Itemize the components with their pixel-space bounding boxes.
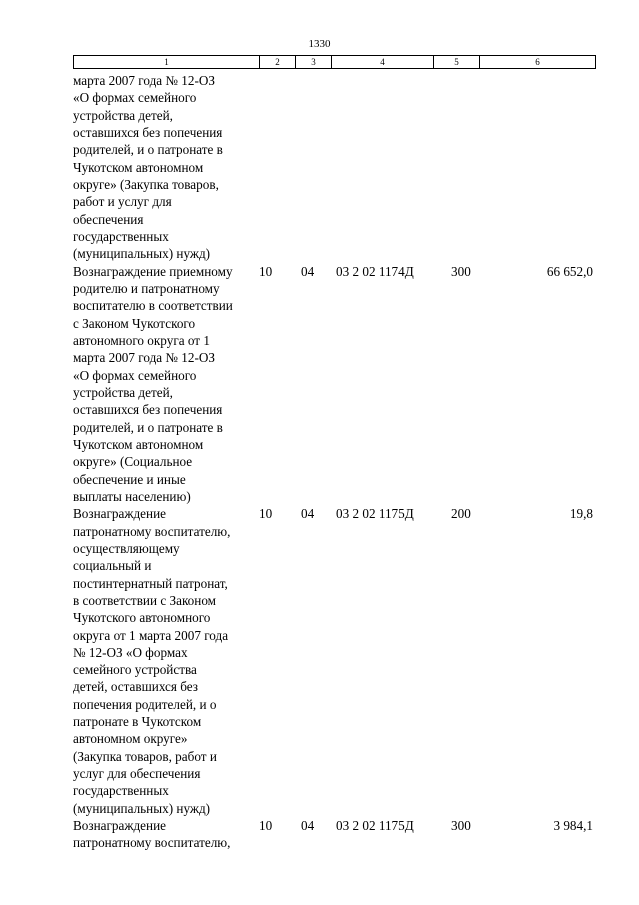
expense-type-code: 300: [451, 818, 471, 834]
table-row: [73, 72, 595, 263]
amount: 66 652,0: [546, 263, 593, 279]
budget-table-body: [73, 72, 595, 852]
table-row: [73, 263, 595, 506]
expense-type-code: 200: [451, 506, 471, 522]
expense-name: Вознаграждение патронатному воспитателю,: [73, 818, 231, 851]
section-code: 10: [259, 818, 273, 834]
expense-name: марта 2007 года № 12-ОЗ «О формах семейного устройства детей, оставшихся без попечения родителей, и о патронате в Чукотском автономном округе» (Закупка товаров, работ и услуг для обеспечения государственных (муниципальных) нужд): [73, 73, 223, 262]
target-article-code: 03 2 02 1174Д: [336, 263, 414, 279]
table-row: [73, 817, 595, 852]
amount: 3 984,1: [553, 818, 593, 834]
section-code: 10: [259, 506, 273, 522]
expense-name: Вознаграждение патронатному воспитателю, осуществляющему социальный и постинтернатный патронат, в соответствии с Законом Чукотского автономного округа от 1 марта 2007 года № 12-ОЗ «О формах семейного устройства детей, оставшихся без попечения родителей, и о патронате в Чукотском автономном округе» (Закупка товаров, работ и услуг для обеспечения государственных (муниципальных) нужд): [73, 506, 231, 816]
amount: 19,8: [569, 506, 593, 522]
target-article-code: 03 2 02 1175Д: [336, 818, 414, 834]
column-number-header: [73, 55, 596, 69]
section-code: 10: [259, 263, 273, 279]
target-article-code: 03 2 02 1175Д: [336, 506, 414, 522]
header-col-3: 3: [296, 56, 332, 69]
header-col-4: 4: [332, 56, 434, 69]
header-col-6: 6: [480, 56, 596, 69]
expense-type-code: 300: [451, 263, 471, 279]
header-col-2: 2: [260, 56, 296, 69]
page-number: 1330: [308, 38, 331, 50]
header-col-5: 5: [434, 56, 480, 69]
header-col-1: 1: [74, 56, 260, 69]
table-row: [73, 505, 595, 817]
subsection-code: 04: [301, 263, 315, 279]
expense-name: Вознаграждение приемному родителю и патронатному воспитателю в соответствии с Законом Чукотского автономного округа от 1 марта 2007 года № 12-ОЗ «О формах семейного устройства детей, оставшихся без попечения родителей, и о патронате в Чукотском автономном округе» (Социальное обеспечение и иные выплаты населению): [73, 263, 233, 504]
subsection-code: 04: [301, 506, 315, 522]
subsection-code: 04: [301, 818, 315, 834]
